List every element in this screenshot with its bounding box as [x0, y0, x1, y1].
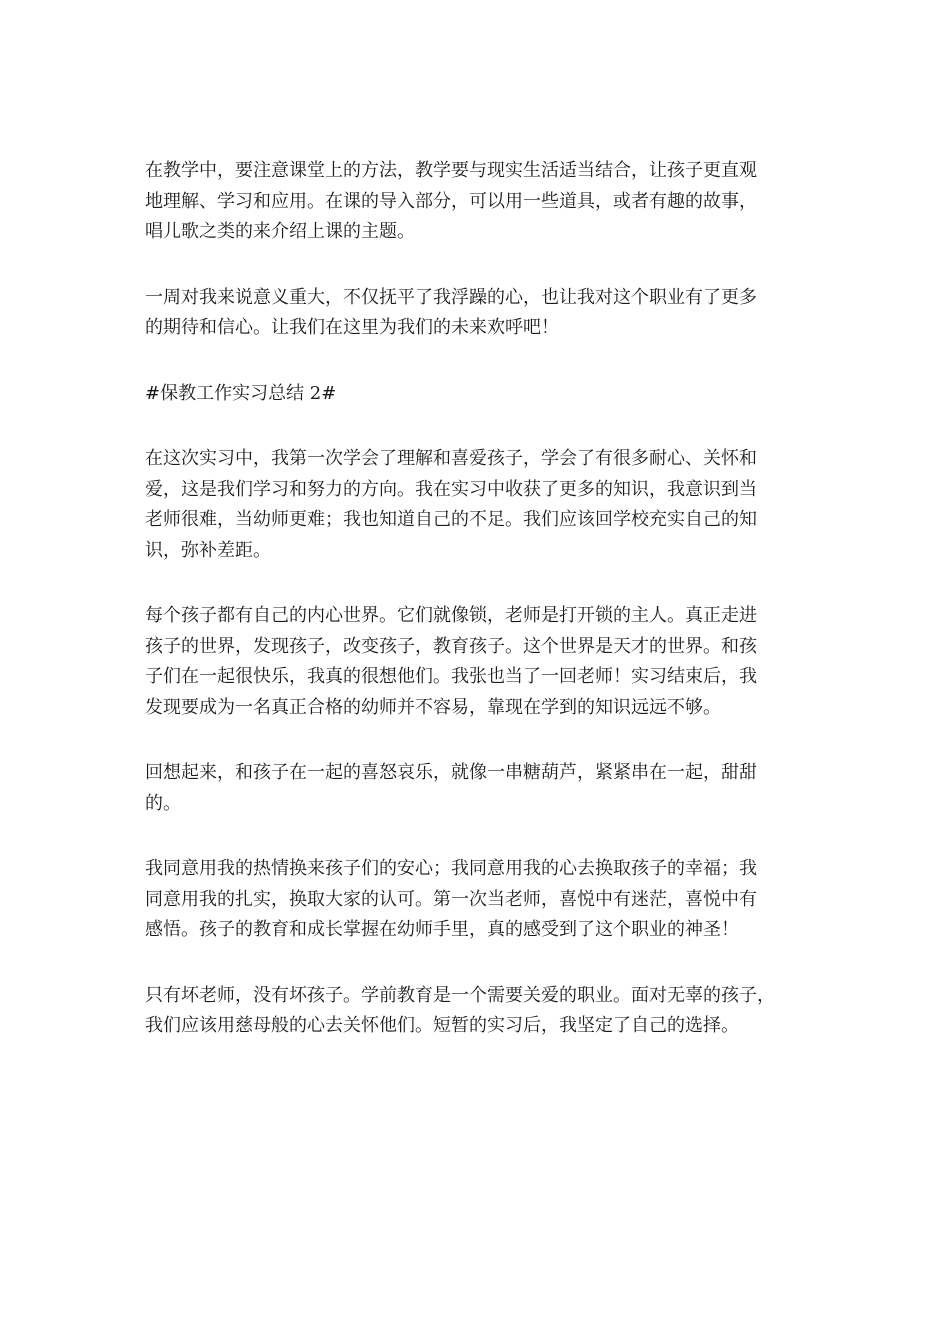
- section-heading: [145, 379, 807, 410]
- text-line: 老师很难，当幼师更难；我也知道自己的不足。我们应该回学校充实自己的知: [145, 509, 757, 530]
- paragraph-1: [145, 156, 807, 248]
- heading-text: #保教工作实习总结 2#: [145, 382, 337, 404]
- text-line: 在这次实习中，我第一次学会了理解和喜爱孩子，学会了有很多耐心、关怀和: [145, 448, 757, 469]
- text-line: 回想起来，和孩子在一起的喜怒哀乐，就像一串糖葫芦，紧紧串在一起，甜甜: [145, 762, 757, 783]
- text-line: 发现要成为一名真正合格的幼师并不容易，靠现在学到的知识远远不够。: [145, 696, 721, 718]
- paragraph-5: [145, 758, 807, 819]
- text-line: 唱儿歌之类的来介绍上课的主题。: [145, 221, 415, 242]
- text-line: 感悟。孩子的教育和成长掌握在幼师手里，真的感受到了这个职业的神圣！: [145, 919, 739, 940]
- text-line: 的。: [145, 792, 181, 814]
- text-line: 识，弥补差距。: [145, 539, 271, 561]
- paragraph-2: [145, 283, 807, 344]
- paragraph-4: [145, 601, 807, 723]
- text-line: 的期待和信心。让我们在这里为我们的未来欢呼吧！: [145, 317, 559, 338]
- paragraph-6: [145, 854, 807, 946]
- text-line: 孩子的世界，发现孩子，改变孩子，教育孩子。这个世界是天才的世界。和孩: [145, 635, 757, 657]
- text-line: 在教学中，要注意课堂上的方法，教学要与现实生活适当结合，让孩子更直观: [145, 160, 757, 181]
- text-line: 爱，这是我们学习和努力的方向。我在实习中收获了更多的知识，我意识到当: [145, 478, 757, 500]
- text-line: 每个孩子都有自己的内心世界。它们就像锁，老师是打开锁的主人。真正走进: [145, 605, 757, 626]
- text-line: 我们应该用慈母般的心去关怀他们。短暂的实习后，我坚定了自己的选择。: [145, 1015, 739, 1036]
- paragraph-7: [145, 981, 807, 1042]
- text-line: 一周对我来说意义重大，不仅抚平了我浮躁的心，也让我对这个职业有了更多: [145, 286, 757, 308]
- text-line: 只有坏老师，没有坏孩子。学前教育是一个需要关爱的职业。面对无辜的孩子，: [145, 984, 775, 1006]
- text-line: 地理解、学习和应用。在课的导入部分，可以用一些道具，或者有趣的故事，: [145, 190, 757, 212]
- text-line: 我同意用我的热情换来孩子们的安心；我同意用我的心去换取孩子的幸福；我: [145, 858, 757, 879]
- paragraph-3: [145, 444, 807, 566]
- text-line: 子们在一起很快乐，我真的很想他们。我张也当了一回老师！实习结束后，我: [145, 666, 757, 687]
- document-page: [145, 156, 807, 1077]
- text-line: 同意用我的扎实，换取大家的认可。第一次当老师，喜悦中有迷茫，喜悦中有: [145, 888, 757, 910]
